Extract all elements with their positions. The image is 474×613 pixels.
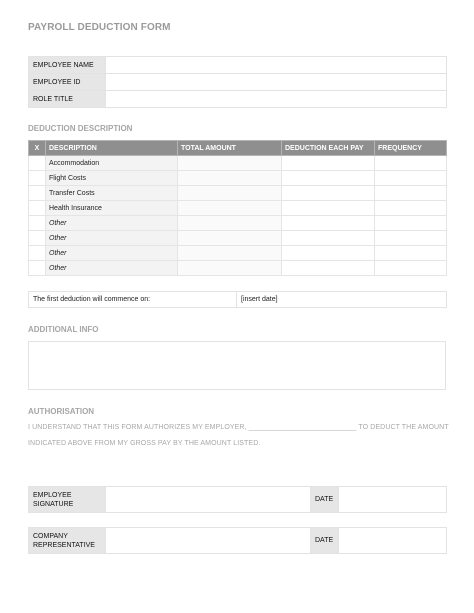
header-total-amount: TOTAL AMOUNT [178,141,282,156]
table-row [29,156,447,171]
header-frequency: FREQUENCY [375,141,447,156]
first-deduction-row [29,292,447,308]
company-date-field[interactable] [339,528,447,554]
employee-name-field[interactable] [106,57,447,74]
authorisation-statement [28,420,448,452]
row-total-amount[interactable] [178,201,282,216]
row-description: Other [46,246,178,261]
row-frequency[interactable] [375,261,447,276]
row-deduction-each-pay[interactable] [282,201,375,216]
row-checkbox-cell[interactable] [29,216,46,231]
table-row [29,216,447,231]
company-signature-table [28,527,447,554]
row-total-amount[interactable] [178,231,282,246]
company-date-label: DATE [311,528,339,554]
row-checkbox-cell[interactable] [29,231,46,246]
table-row [29,246,447,261]
deduction-section-title: DEDUCTION DESCRIPTION [28,124,133,133]
first-deduction-date-field[interactable]: [insert date] [237,292,447,308]
deduction-header-row [29,141,447,156]
employee-name-row [29,57,447,74]
table-row [29,201,447,216]
employee-info-table [28,56,447,108]
employee-date-field[interactable] [339,487,447,513]
company-signature-field[interactable] [106,528,311,554]
header-description: DESCRIPTION [46,141,178,156]
row-checkbox-cell[interactable] [29,261,46,276]
deduction-rows [29,156,447,276]
form-title: PAYROLL DEDUCTION FORM [28,22,171,33]
authorisation-line-2: INDICATED ABOVE FROM MY GROSS PAY BY THE AMOUNT LISTED. [28,440,261,447]
row-checkbox-cell[interactable] [29,156,46,171]
employee-id-row [29,74,447,91]
table-row [29,261,447,276]
role-title-field[interactable] [106,91,447,108]
row-frequency[interactable] [375,171,447,186]
row-description: Other [46,216,178,231]
employee-signature-row [29,487,447,513]
table-row [29,186,447,201]
table-row [29,171,447,186]
employee-date-label: DATE [311,487,339,513]
row-frequency[interactable] [375,201,447,216]
employee-signature-field[interactable] [106,487,311,513]
first-deduction-table [28,291,447,308]
employee-signature-label: EMPLOYEE SIGNATURE [29,487,106,513]
row-total-amount[interactable] [178,156,282,171]
authorisation-line-1: I UNDERSTAND THAT THIS FORM AUTHORIZES MY EMPLOYER, ___________________________ TO DEDUCT THE AMOUNT [28,424,449,431]
company-representative-label: COMPANY REPRESENTATIVE [29,528,106,554]
row-deduction-each-pay[interactable] [282,261,375,276]
row-checkbox-cell[interactable] [29,171,46,186]
row-description: Other [46,231,178,246]
row-description: Health Insurance [46,201,178,216]
row-description: Other [46,261,178,276]
employee-id-label: EMPLOYEE ID [29,74,106,91]
additional-info-title: ADDITIONAL INFO [28,325,99,334]
deduction-table [28,140,447,276]
additional-info-field[interactable] [28,341,446,390]
row-frequency[interactable] [375,231,447,246]
row-deduction-each-pay[interactable] [282,171,375,186]
header-deduction-each-pay: DEDUCTION EACH PAY [282,141,375,156]
row-frequency[interactable] [375,216,447,231]
row-frequency[interactable] [375,156,447,171]
row-frequency[interactable] [375,186,447,201]
row-total-amount[interactable] [178,261,282,276]
employee-name-label: EMPLOYEE NAME [29,57,106,74]
row-checkbox-cell[interactable] [29,186,46,201]
role-title-label: ROLE TITLE [29,91,106,108]
row-description: Accommodation [46,156,178,171]
row-checkbox-cell[interactable] [29,246,46,261]
row-deduction-each-pay[interactable] [282,231,375,246]
row-deduction-each-pay[interactable] [282,186,375,201]
employee-signature-table [28,486,447,513]
row-deduction-each-pay[interactable] [282,156,375,171]
row-description: Flight Costs [46,171,178,186]
row-description: Transfer Costs [46,186,178,201]
row-total-amount[interactable] [178,216,282,231]
row-deduction-each-pay[interactable] [282,216,375,231]
row-total-amount[interactable] [178,171,282,186]
row-deduction-each-pay[interactable] [282,246,375,261]
table-row [29,231,447,246]
employee-id-field[interactable] [106,74,447,91]
header-x: X [29,141,46,156]
row-total-amount[interactable] [178,246,282,261]
role-title-row [29,91,447,108]
company-signature-row [29,528,447,554]
row-frequency[interactable] [375,246,447,261]
row-checkbox-cell[interactable] [29,201,46,216]
first-deduction-label: The first deduction will commence on: [29,292,237,308]
authorisation-title: AUTHORISATION [28,407,95,416]
row-total-amount[interactable] [178,186,282,201]
